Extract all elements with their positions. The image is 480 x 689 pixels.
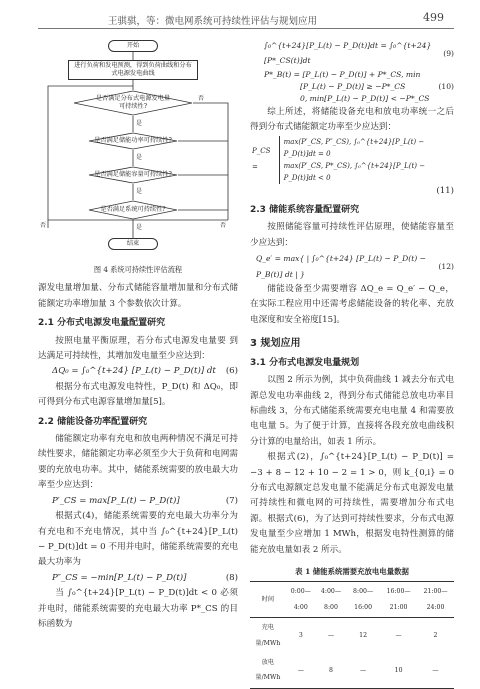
equation-12-number: (12) xyxy=(438,261,454,271)
no-label-2: 否 xyxy=(40,222,47,229)
equation-9 xyxy=(250,38,454,69)
figure-caption: 图 4 系统可持续性评估流程 xyxy=(93,265,183,274)
decision-power xyxy=(88,132,178,150)
table-cell: — xyxy=(395,631,402,639)
equation-7 xyxy=(38,494,238,509)
page-number: 499 xyxy=(423,11,444,24)
decision-system xyxy=(88,200,178,220)
decision-generation xyxy=(73,90,193,116)
equation-11-number: (11) xyxy=(436,185,454,196)
equation-6-number: (6) xyxy=(225,366,238,377)
decision-power-label: 是否满足储能功率可持续性? xyxy=(94,137,172,144)
equation-10-line-1: P*_B(t) = [P_L(t) − P_D(t)] + P*_CS, min xyxy=(264,69,421,79)
yes-label-1: 是 xyxy=(136,120,143,127)
no-label-3: 否 xyxy=(220,222,227,229)
equation-11 xyxy=(250,136,454,184)
yes-label-4: 是 xyxy=(136,224,143,231)
table-cell: 12 xyxy=(359,631,368,639)
forecast-step xyxy=(68,60,198,80)
table-cell: 放电量/MWh xyxy=(250,653,286,688)
table-header-row xyxy=(250,582,454,618)
table-cell: — xyxy=(417,653,454,688)
table-cell: 2 xyxy=(433,631,438,639)
end-label: 结束 xyxy=(126,240,140,247)
section-2-2-paragraph-1: 储能额定功率有充电和放电两种情况不满足可持续性要求，储能额定功率必须至少大于负荷和电网需要的充放电功率。其中，储能系统需要的放电最大功率至少应达到： xyxy=(38,434,238,491)
flowchart xyxy=(38,38,238,260)
left-column xyxy=(38,38,238,632)
equation-8-body: P″_CS = −min[P_L(t) − P_D(t)] xyxy=(52,572,187,583)
table-cell: 8 xyxy=(316,653,346,688)
equation-11-lhs: P_CS = xyxy=(252,147,271,171)
equation-11-cases xyxy=(279,136,454,184)
section-3-1-title: 3.1 分布式电源发电量规划 xyxy=(250,357,360,368)
equation-10-line-2: [P_L(t) − P_D(t)] ≥ −P*_CS xyxy=(300,81,406,91)
yes-label-2: 是 xyxy=(136,154,143,161)
section-2-2-paragraph-2: 根据式(4)，储能系统需要的充电最大功率分为有充电和不充电情况，其中当 ∫₀^{t+24}[P_L(t) − P_D(t)]dt = 0 不用并电时，储能系统需要的充电最大功率为 xyxy=(38,511,238,568)
equation-12 xyxy=(250,251,454,282)
table-cell: 3 xyxy=(298,631,303,639)
table-header-cell: 21:00—24:00 xyxy=(417,582,454,618)
table-header-cell: 0:00—4:00 xyxy=(286,582,316,618)
equation-9-body: ∫₀^{t+24}[P_L(t) − P_D(t)]dt = ∫₀^{t+24}[P*_CS(t)]dt xyxy=(264,41,432,66)
section-3-1-paragraph-2: 根据式(2)，∫₀^{t+24}[P_L(t) − P_D(t)] = −3 + 8 − 12 + 10 − 2 = 1 > 0，则 k_{0,i} = 0 分布式电源额定总发电量不能满足分布式电源发电量可持续性和微电网的可持续性，需要增加分布式电源。根据式(6)，为了达到可持续性要求，分布式电源发电量至少应增加 1 MWh，根据发电特性测算的储能充放电量如表 2 所示。 xyxy=(250,452,454,555)
summary-paragraph: 综上所述，将储能设备充电和放电功率统一之后得到分布式储能额定功率至少应达到： xyxy=(250,106,454,133)
end-node xyxy=(108,238,158,250)
equation-8 xyxy=(38,571,238,586)
section-2-3-paragraph-1: 按照储能容量可持续性评估原理，使储能容量至少应达到： xyxy=(250,222,454,248)
start-label: 开始 xyxy=(126,42,140,49)
equation-6 xyxy=(38,364,238,379)
equation-10-cases xyxy=(264,69,429,105)
section-2-1-paragraph-2: 根据分布式电源发电特性，P_D(t) 和 ΔQ₀，即可得到分布式电源容量增加量[5]。 xyxy=(38,381,238,408)
equation-9-number: (9) xyxy=(443,48,454,58)
section-2-3-paragraph-2: 储能设备至少需要增容 ΔQ_e = Q_e′ − Q_e，在实际工程应用中还需考虑储能设备的转化率、充放电深度和安全裕度[15]。 xyxy=(250,284,454,325)
page-header xyxy=(0,0,480,40)
section-3-title: 3 规划应用 xyxy=(250,338,301,350)
table-cell: — xyxy=(327,631,335,639)
equation-7-number: (7) xyxy=(225,495,238,506)
table-caption: 表 1 储能系统需要充放电电量数据 xyxy=(295,566,409,576)
start-node xyxy=(108,40,158,52)
table-header-cell: 16:00—21:00 xyxy=(380,582,417,618)
table-header-cell: 8:00—16:00 xyxy=(346,582,380,618)
table-cell: — xyxy=(286,653,316,688)
decision-system-label: 是否满足系统可持续性? xyxy=(100,206,166,213)
equation-11-line-2: max(P′_CS, P*_CS), ∫₀^{t+24}[P_L(t) − P_D(t)]dt < 0 xyxy=(283,161,426,182)
equation-10 xyxy=(250,69,454,105)
no-label-1: 否 xyxy=(198,95,205,102)
decision-capacity-label: 是否满足储能容量可持续性? xyxy=(94,171,172,178)
equation-10-line-3: 0, min[P_L(t) − P_D(t)] < −P*_CS xyxy=(300,93,430,103)
table-cell: — xyxy=(346,653,380,688)
table-row xyxy=(250,653,454,688)
intro-paragraph: 源发电量增加量、分布式储能容量增加量和分布式储能额定功率增加量 3 个参数依次计算。 xyxy=(38,283,238,309)
right-column xyxy=(250,38,454,689)
decision-capacity xyxy=(88,166,178,184)
yes-label-3: 是 xyxy=(136,188,143,195)
decision-generation-label: 是否满足分布式电源发电量可持续性? xyxy=(95,95,171,110)
table-header-cell: 4:00—8:00 xyxy=(316,582,346,618)
running-title: 王骐骐，等：微电网系统可持续性评估与规划应用 xyxy=(108,16,318,27)
section-2-2-paragraph-3: 当 ∫₀^{t+24}[P_L(t) − P_D(t)]dt < 0 必须并电时，储能系统需要的充电最大功率 P*_CS 的目标函数为 xyxy=(38,588,238,629)
table-row xyxy=(250,618,454,653)
equation-10-number: (10) xyxy=(438,82,454,92)
equation-7-body: P′_CS = max[P_L(t) − P_D(t)] xyxy=(52,495,180,506)
section-2-1-paragraph-1: 按照电量平衡原理，若分布式电源发电量要 到达满足可持续性，其增加发电量至少应达到： xyxy=(38,335,238,362)
section-3-1-paragraph-1: 以图 2 所示为例，其中负荷曲线 1 减去分布式电源总发电功率曲线 2，得到分布式储能总放电功率目标曲线 3，分布式储能系统需要充电电量 4 和需要放电电量 5。为了便于计算，直接将各段充放电曲线积分计算的电量给出，如表 1 所示。 xyxy=(250,375,454,447)
forecast-step-label: 进行负荷和发电预测，得到负荷曲线和分布式电源发电曲线 xyxy=(74,62,192,77)
equation-6-body: ΔQ₀ = ∫₀^{t+24} [P_L(t) − P_D(t)] dt xyxy=(52,366,216,377)
table-cell: 充电量/MWh xyxy=(255,624,281,647)
equation-8-number: (8) xyxy=(225,572,238,583)
header-rule xyxy=(38,28,454,29)
table-cell: 10 xyxy=(380,653,417,688)
equation-11-line-1: max(P′_CS, P″_CS), ∫₀^{t+24}[P_L(t) − P_D(t)]dt = 0 xyxy=(283,137,425,158)
section-2-1-title: 2.1 分布式电源发电量配置研究 xyxy=(38,318,166,329)
section-2-3-title: 2.3 储能系统容量配置研究 xyxy=(250,205,360,216)
equation-12-body: Q_e′ = max{ | ∫₀^{t+24} [P_L(t) − P_D(t) − P_B(t)] dt | } xyxy=(256,254,427,279)
section-2-2-title: 2.2 储能设备功率配置研究 xyxy=(38,416,148,427)
table-header-cell: 时间 xyxy=(250,582,286,618)
